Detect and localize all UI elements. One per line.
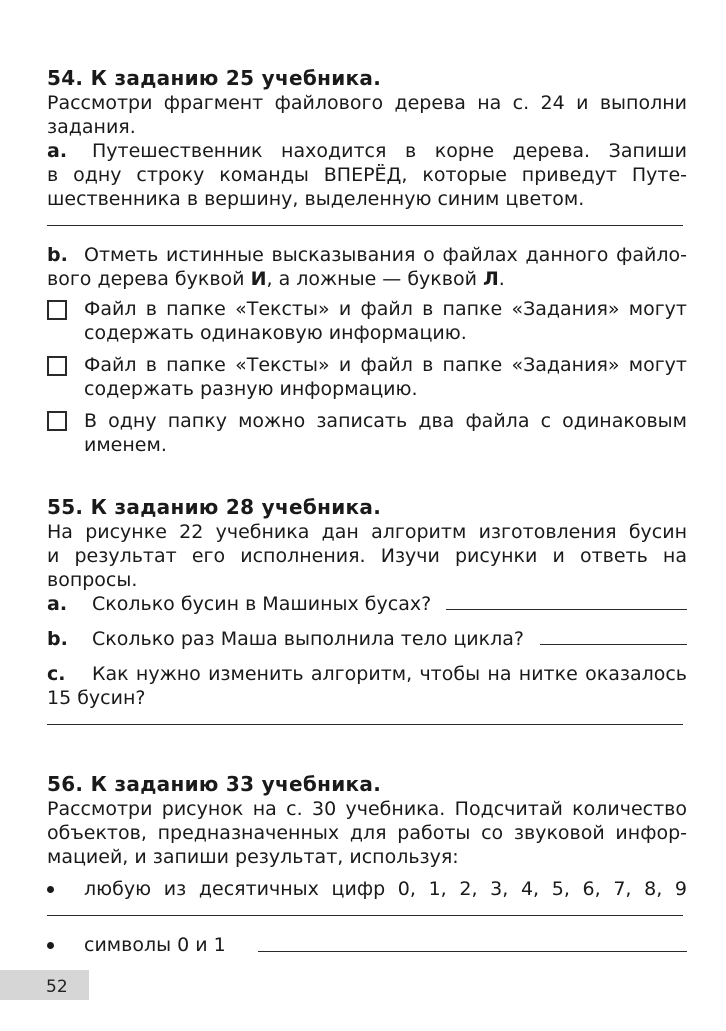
task-54-heading: 54. К заданию 25 учебника. bbox=[47, 66, 382, 90]
task-55-a-text: Сколько бусин в Машиных бусах? bbox=[92, 593, 432, 615]
task-55-c-answer-line[interactable] bbox=[47, 724, 683, 725]
task-56-bullet-2-text: символы 0 и 1 bbox=[84, 934, 226, 956]
task-55-a-answer-line[interactable] bbox=[446, 609, 687, 610]
statement-2-line-1: Файл в папке «Тексты» и файл в папке «Задания» могут bbox=[84, 354, 687, 376]
task-55-c-label: c. bbox=[47, 663, 66, 685]
task-56-bullet-1-answer-line[interactable] bbox=[47, 915, 683, 916]
statement-2-line-2: содержать разную информацию. bbox=[84, 378, 418, 400]
statement-1-checkbox[interactable] bbox=[47, 300, 67, 320]
statement-1-line-2: содержать одинаковую информацию. bbox=[84, 322, 467, 344]
task-56-bullet-1-text: любую из десятичных цифр 0, 1, 2, 3, 4, 5, 6, 7, 8, 9 bbox=[84, 878, 687, 900]
statement-3-checkbox[interactable] bbox=[47, 411, 67, 431]
bullet-2-icon bbox=[47, 942, 54, 949]
page-number-tab bbox=[0, 970, 89, 1000]
task-55-intro-line-3: вопросы. bbox=[47, 569, 138, 591]
task-54-intro-line-1: Рассмотри фрагмент файлового дерева на с. 24 и выполни bbox=[47, 92, 687, 114]
task-55-b-label: b. bbox=[47, 628, 68, 650]
task-55-b-answer-line[interactable] bbox=[540, 644, 687, 645]
task-54-a-line-1: Путешественник находится в корне дерева. Запиши bbox=[92, 140, 687, 162]
statement-2-checkbox[interactable] bbox=[47, 356, 67, 376]
task-55-heading: 55. К заданию 28 учебника. bbox=[47, 495, 382, 519]
task-54-b-line-2-post: . bbox=[498, 268, 505, 290]
task-54-a-label: а. bbox=[47, 140, 68, 162]
task-56-intro-line-2: объектов, предназначенных для работы со звуковой инфор- bbox=[47, 822, 687, 844]
task-56-intro-line-3: мацией, и запиши результат, используя: bbox=[47, 846, 459, 868]
task-55-a-label: а. bbox=[47, 593, 68, 615]
task-54-intro-line-2: задания. bbox=[47, 116, 136, 138]
task-54-a-line-3: шественника в вершину, выделенную синим цветом. bbox=[47, 188, 585, 210]
task-54-a-line-2: в одну строку команды ВПЕРЁД, которые приведут Путе- bbox=[47, 164, 687, 186]
task-54-a-answer-line[interactable] bbox=[47, 225, 683, 226]
task-55-intro-line-1: На рисунке 22 учебника дан алгоритм изготовления бусин bbox=[47, 521, 687, 543]
true-letter: И bbox=[250, 268, 267, 290]
task-55-c-line-1: Как нужно изменить алгоритм, чтобы на нитке оказалось bbox=[92, 663, 687, 685]
statement-3-line-2: именем. bbox=[84, 434, 167, 456]
task-55-c-line-2: 15 бусин? bbox=[47, 687, 146, 709]
task-54-b-line-2-mid: , а ложные — буквой bbox=[266, 268, 477, 290]
task-56-heading: 56. К заданию 33 учебника. bbox=[47, 772, 382, 796]
bullet-1-icon bbox=[47, 886, 54, 893]
task-54-b-line-2 bbox=[47, 267, 687, 291]
task-55-intro-line-2: и результат его исполнения. Изучи рисунки и ответь на bbox=[47, 545, 687, 567]
task-56-intro-line-1: Рассмотри рисунок на с. 30 учебника. Подсчитай количество bbox=[47, 798, 687, 820]
task-54-b-line-2-pre: вого дерева буквой bbox=[47, 268, 245, 290]
task-54-b-line-1: Отметь истинные высказывания о файлах данного файло- bbox=[84, 244, 687, 266]
page-number: 52 bbox=[46, 977, 68, 997]
task-56-bullet-2-answer-line[interactable] bbox=[258, 951, 687, 952]
task-54-b-label: b. bbox=[47, 244, 68, 266]
false-letter: Л bbox=[483, 268, 499, 290]
statement-1-line-1: Файл в папке «Тексты» и файл в папке «Задания» могут bbox=[84, 298, 687, 320]
statement-3-line-1: В одну папку можно записать два файла с одинаковым bbox=[84, 410, 687, 432]
task-55-b-text: Сколько раз Маша выполнила тело цикла? bbox=[92, 628, 524, 650]
